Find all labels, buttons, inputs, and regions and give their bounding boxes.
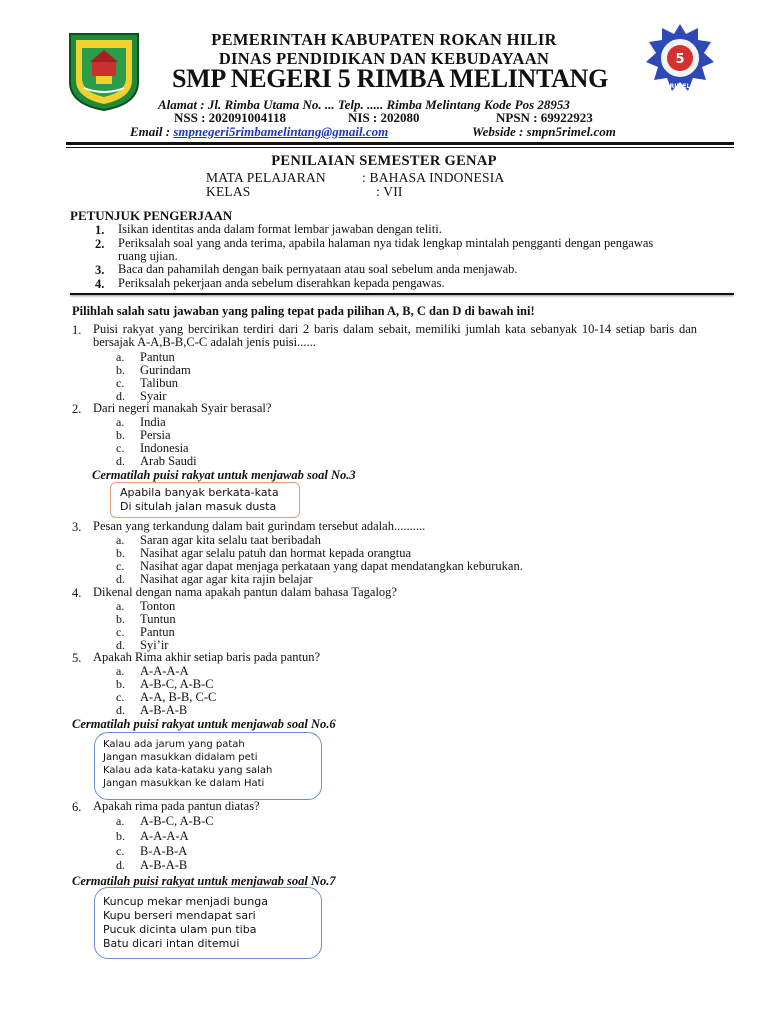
option-text: Saran agar kita selalu taat beribadah — [140, 533, 321, 547]
header-divider-thick — [66, 142, 734, 145]
option-text: Tuntun — [140, 612, 176, 626]
instruction-text: Isikan identitas anda dalam format lembar jawaban dengan teliti. — [118, 222, 442, 236]
option-letter: b. — [116, 546, 125, 560]
website: Webside : smpn5rimel.com — [472, 124, 616, 139]
poem-cue: Cermatilah puisi rakyat untuk menjawab soal No.6 — [72, 717, 336, 731]
option-text: Indonesia — [140, 441, 189, 455]
option-letter: c. — [116, 559, 125, 573]
class-label: KELAS — [206, 184, 251, 199]
exam-title: PENILAIAN SEMESTER GENAP — [271, 153, 497, 169]
option-letter: b. — [116, 363, 125, 377]
instructions-divider — [70, 293, 734, 295]
option-text: Nasihat agar agar kita rajin belajar — [140, 572, 313, 586]
option-letter: c. — [116, 441, 125, 455]
option-text: Pantun — [140, 350, 175, 364]
poem-line: Pucuk dicinta ulam pun tiba — [103, 923, 257, 936]
instruction-number: 1. — [95, 223, 105, 237]
question-number: 1. — [72, 323, 82, 337]
option-text: Gurindam — [140, 363, 191, 377]
option-text: Talibun — [140, 376, 179, 390]
option-text: Arab Saudi — [140, 454, 197, 468]
option-letter: a. — [116, 415, 125, 429]
question-number: 6. — [72, 800, 82, 814]
npsn: NPSN : 69922923 — [496, 110, 593, 125]
nss: NSS : 202091004118 — [174, 110, 286, 125]
option-letter: a. — [116, 664, 125, 678]
option-letter: d. — [116, 389, 125, 403]
option-text: Pantun — [140, 625, 175, 639]
poem-cue: Cermatilah puisi rakyat untuk menjawab soal No.3 — [92, 468, 356, 482]
question-text: Dikenal dengan nama apakah pantun dalam bahasa Tagalog? — [93, 585, 397, 599]
question-number: 4. — [72, 586, 82, 600]
poem-line: Kuncup mekar menjadi bunga — [103, 895, 268, 908]
poem-line: Di situlah jalan masuk dusta — [120, 500, 277, 513]
option-text: A-B-A-B — [140, 703, 188, 717]
option-text: Nasihat agar dapat menjaga perkataan yang dapat mendatangkan keburukan. — [140, 559, 523, 573]
instruction-number: 3. — [95, 263, 105, 277]
instruction-number: 2. — [95, 237, 105, 251]
option-text: Nasihat agar selalu patuh dan hormat kepada orangtua — [140, 546, 412, 560]
option-letter: c. — [116, 625, 125, 639]
subject-label: MATA PELAJARAN — [206, 170, 326, 185]
option-letter: a. — [116, 533, 125, 547]
instruction-number: 4. — [95, 277, 105, 291]
poem-box — [110, 482, 300, 518]
option-text: India — [140, 415, 166, 429]
school-address: Alamat : Jl. Rimba Utama No. ... Telp. ..... Rimba Melintang Kode Pos 28953 — [158, 97, 570, 112]
class-value: : VII — [376, 184, 403, 199]
option-letter: d. — [116, 454, 125, 468]
option-letter: c. — [116, 376, 125, 390]
option-text: A-B-C, A-B-C — [140, 814, 214, 828]
question-text: Apakah Rima akhir setiap baris pada pantun? — [93, 650, 321, 664]
option-letter: c. — [116, 844, 125, 858]
option-letter: d. — [116, 858, 125, 872]
option-text: Syi’ir — [140, 638, 169, 652]
instruction-text: Baca dan pahamilah dengan baik pernyataan atau soal sebelum anda menjawab. — [118, 262, 518, 276]
option-letter: a. — [116, 350, 125, 364]
poem-line: Apabila banyak berkata-kata — [120, 486, 279, 499]
option-letter: c. — [116, 690, 125, 704]
option-text: A-B-A-B — [140, 858, 188, 872]
option-text: Syair — [140, 389, 167, 403]
option-text: Persia — [140, 428, 171, 442]
poem-line: Kalau ada kata-kataku yang salah — [103, 765, 273, 776]
poem-box — [94, 732, 322, 800]
option-letter: d. — [116, 703, 125, 717]
option-letter: d. — [116, 572, 125, 586]
option-letter: b. — [116, 829, 125, 843]
question-number: 2. — [72, 402, 82, 416]
question-text: Pesan yang terkandung dalam bait gurindam tersebut adalah.......... — [93, 519, 426, 533]
option-text: A-B-C, A-B-C — [140, 677, 214, 691]
school-name: SMP NEGERI 5 RIMBA MELINTANG — [171, 64, 609, 93]
email-link[interactable]: smpnegeri5rimbamelintang@gmail.com — [173, 124, 389, 139]
nis: NIS : 202080 — [348, 110, 420, 125]
choose-instruction: Pilihlah salah satu jawaban yang paling tepat pada pilihan A, B, C dan D di bawah ini! — [72, 304, 535, 318]
poem-line: Jangan masukkan didalam peti — [103, 752, 258, 763]
dept-heading: DINAS PENDIDIKAN DAN KEBUDAYAAN — [218, 49, 550, 68]
option-letter: d. — [116, 638, 125, 652]
email-label: Email : — [130, 124, 174, 139]
question-text: Apakah rima pada pantun diatas? — [93, 799, 260, 813]
instructions-heading: PETUNJUK PENGERJAAN — [70, 208, 233, 223]
poem-line: Batu dicari intan ditemui — [103, 937, 240, 950]
instruction-text: Periksalah soal yang anda terima, apabila halaman nya tidak lengkap mintalah pengganti dengan pengawas ruang ujian. — [118, 236, 654, 263]
option-text: A-A-A-A — [140, 829, 189, 843]
poem-line: Jangan masukkan ke dalam Hati — [103, 778, 265, 789]
instruction-text: Periksalah pekerjaan anda sebelum diserahkan kepada pengawas. — [118, 276, 445, 290]
contact-row — [130, 124, 730, 140]
question-number: 3. — [72, 520, 82, 534]
gov-heading: PEMERINTAH KABUPATEN ROKAN HILIR — [211, 30, 557, 49]
option-text: Tonton — [140, 599, 176, 613]
logo-text: RIMEL — [669, 83, 691, 90]
poem-line: Kalau ada jarum yang patah — [103, 739, 245, 750]
option-letter: a. — [116, 814, 125, 828]
poem-cue: Cermatilah puisi rakyat untuk menjawab soal No.7 — [72, 874, 336, 888]
option-text: A-A-A-A — [140, 664, 189, 678]
option-letter: a. — [116, 599, 125, 613]
option-text: B-A-B-A — [140, 844, 188, 858]
question-text: Dari negeri manakah Syair berasal? — [93, 401, 272, 415]
poem-box — [94, 887, 322, 959]
header-divider-thin — [66, 147, 734, 148]
poem-line: Kupu berseri mendapat sari — [103, 909, 256, 922]
subject-value: : BAHASA INDONESIA — [362, 170, 505, 185]
svg-text:5: 5 — [675, 52, 685, 67]
question-text: Puisi rakyat yang bercirikan terdiri dari 2 baris dalam sebait, memiliki jumlah kata sebanyak 10-14 setiap baris dan bersajak A-A,B-B,C-C adalah jenis puisi...... — [93, 322, 697, 349]
option-letter: b. — [116, 428, 125, 442]
option-letter: b. — [116, 612, 125, 626]
question-number: 5. — [72, 651, 82, 665]
option-letter: b. — [116, 677, 125, 691]
option-text: A-A, B-B, C-C — [140, 690, 217, 704]
